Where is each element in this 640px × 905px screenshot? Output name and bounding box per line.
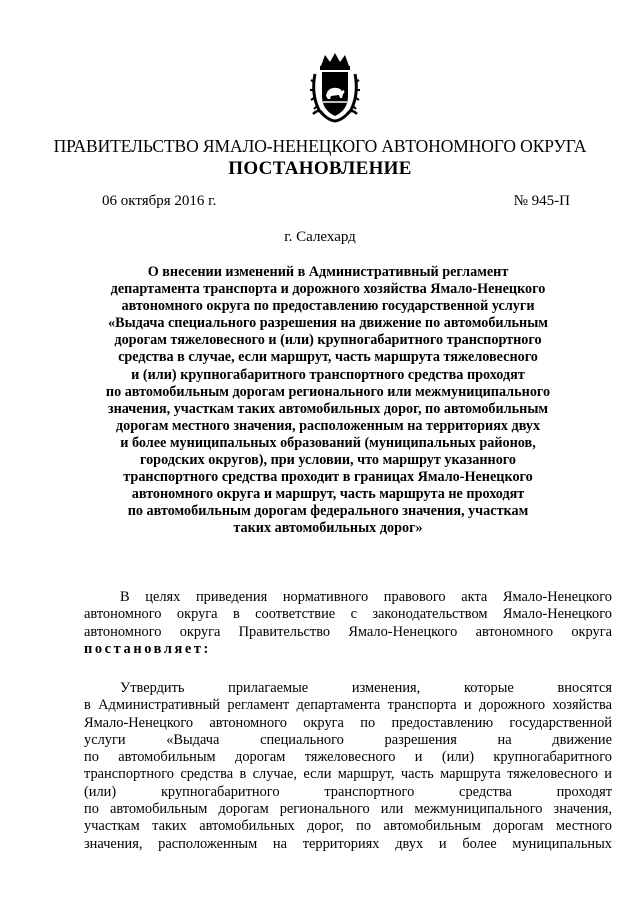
paragraph-line: по автомобильным дорогам тяжеловесного и (или) крупногабаритного	[84, 749, 612, 766]
paragraph-line: (или) крупногабаритного транспортного средства проходят	[84, 783, 612, 800]
paragraph-line: в Административный регламент департамента транспорта и дорожного хозяйства	[84, 697, 612, 714]
decree-subject	[86, 264, 570, 538]
subject-line: и более муниципальных образований (муниципальных районов,	[120, 434, 536, 451]
paragraph-line: участкам таких автомобильных дорог, по автомобильным дорогам местного	[84, 818, 612, 835]
subject-line: по автомобильным дорогам федерального значения, участкам	[127, 503, 529, 520]
subject-line: департамента транспорта и дорожного хозяйства Ямало-Ненецкого	[110, 281, 546, 298]
paragraph-line: по автомобильным дорогам регионального или межмуниципального значения,	[84, 801, 612, 818]
coat-of-arms-icon	[309, 52, 361, 124]
subject-line: дорогам тяжеловесного и (или) крупногабаритного транспортного	[114, 332, 542, 349]
subject-line: значения, участкам таких автомобильных дорог, по автомобильным	[107, 400, 549, 417]
decree-number: № 945-П	[513, 193, 570, 209]
paragraph-line: Ямало-Ненецкого автономного округа по предоставлению государственной	[84, 714, 612, 731]
paragraph-line: Утвердить прилагаемые изменения, которые вносятся	[120, 680, 612, 696]
decree-date: 06 октября 2016 г.	[102, 193, 217, 209]
preamble-paragraph	[84, 589, 612, 658]
decree-city: г. Салехард	[284, 229, 356, 245]
subject-line: таких автомобильных дорог»	[233, 520, 423, 537]
government-title: ПРАВИТЕЛЬСТВО ЯМАЛО-НЕНЕЦКОГО АВТОНОМНОГО ОКРУГА	[53, 136, 587, 156]
subject-line: транспортного средства проходит в границах Ямало-Ненецкого	[123, 469, 533, 486]
paragraph-line: транспортного средства в случае, если маршрут, часть маршрута тяжеловесного и	[84, 766, 612, 783]
coat-of-arms-emblem	[309, 52, 361, 124]
subject-line: по автомобильным дорогам регионального или межмуниципального	[105, 383, 551, 400]
subject-line: и (или) крупногабаритного транспортного средства проходят	[131, 366, 525, 383]
paragraph-line: автономного округа в соответствие с законодательством Ямало-Ненецкого	[84, 606, 612, 623]
paragraph-line: значения, расположенным на территориях двух и более муниципальных	[84, 835, 612, 852]
subject-line: О внесении изменений в Административный регламент	[147, 264, 509, 280]
document-type-title: ПОСТАНОВЛЕНИЕ	[228, 158, 412, 179]
paragraph-line: В целях приведения нормативного правового акта Ямало-Ненецкого	[120, 589, 612, 605]
resolves-word: постановляет:	[84, 640, 211, 657]
subject-line: средства в случае, если маршрут, часть маршрута тяжеловесного	[118, 349, 538, 366]
paragraph-line: услуги «Выдача специального разрешения на движение	[84, 731, 612, 748]
subject-line: автономного округа и маршрут, часть маршрута не проходят	[131, 486, 525, 503]
subject-line: автономного округа по предоставлению государственной услуги	[121, 298, 535, 315]
subject-line: дорогам местного значения, расположенным на территориях двух	[115, 417, 541, 434]
subject-line: «Выдача специального разрешения на движение по автомобильным	[108, 315, 548, 332]
paragraph-line: автономного округа Правительство Ямало-Ненецкого автономного округа	[84, 623, 612, 640]
operative-paragraph	[84, 680, 612, 853]
subject-line: городских округов), при условии, что маршрут указанного	[140, 452, 516, 469]
